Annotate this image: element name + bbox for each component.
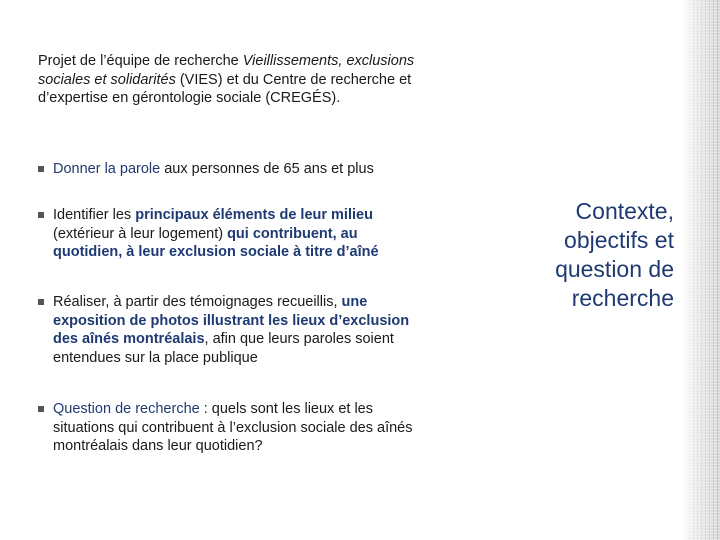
list-item-identify [38, 206, 428, 262]
item-text: : quels sont les lieux et les situations qui contribuent à l’exclusion sociale des aînés montréalais dans leur quotidien? [53, 401, 413, 454]
intro-suffix: (VIES) et du Centre de recherche et d’expertise en gérontologie sociale (CREGÉS). [38, 71, 412, 106]
bullet-square-icon [38, 299, 44, 305]
highlight-text: Donner la parole [53, 161, 161, 177]
intro-team-name: Vieillissements, exclusions sociales et solidarités [38, 53, 415, 88]
intro-prefix: Projet de l’équipe de recherche [38, 53, 243, 69]
item-text: (extérieur à leur logement) [53, 225, 228, 242]
list-item-research-question [38, 400, 428, 456]
item-text: aux personnes de 65 ans et plus [160, 161, 374, 177]
item-text: Identifier les [53, 207, 136, 223]
title-line: recherche [571, 285, 674, 311]
intro-paragraph [38, 52, 428, 108]
highlight-text: principaux éléments de leur milieu [135, 207, 373, 223]
bullet-square-icon [38, 212, 44, 218]
list-item-exhibition [38, 293, 428, 367]
bullet-square-icon [38, 166, 44, 172]
item-text: Réaliser, à partir des témoignages recueillis, [53, 294, 342, 310]
slide-title [488, 197, 674, 313]
title-line: Contexte, [575, 198, 674, 224]
item-text: , afin que leurs paroles soient entendues sur la place publique [53, 331, 394, 366]
bullet-square-icon [38, 406, 44, 412]
highlight-text: Question de recherche [53, 401, 200, 417]
title-line: objectifs et [564, 227, 674, 253]
highlight-text: une exposition de photos illustrant les lieux d’exclusion des aînés montréalais [53, 294, 410, 347]
highlight-text: qui contribuent, au quotidien, à leur exclusion sociale à titre d’aîné [53, 225, 379, 260]
list-item-give-voice [38, 160, 428, 179]
title-line: question de [555, 256, 674, 282]
decorative-stripes [682, 0, 720, 540]
